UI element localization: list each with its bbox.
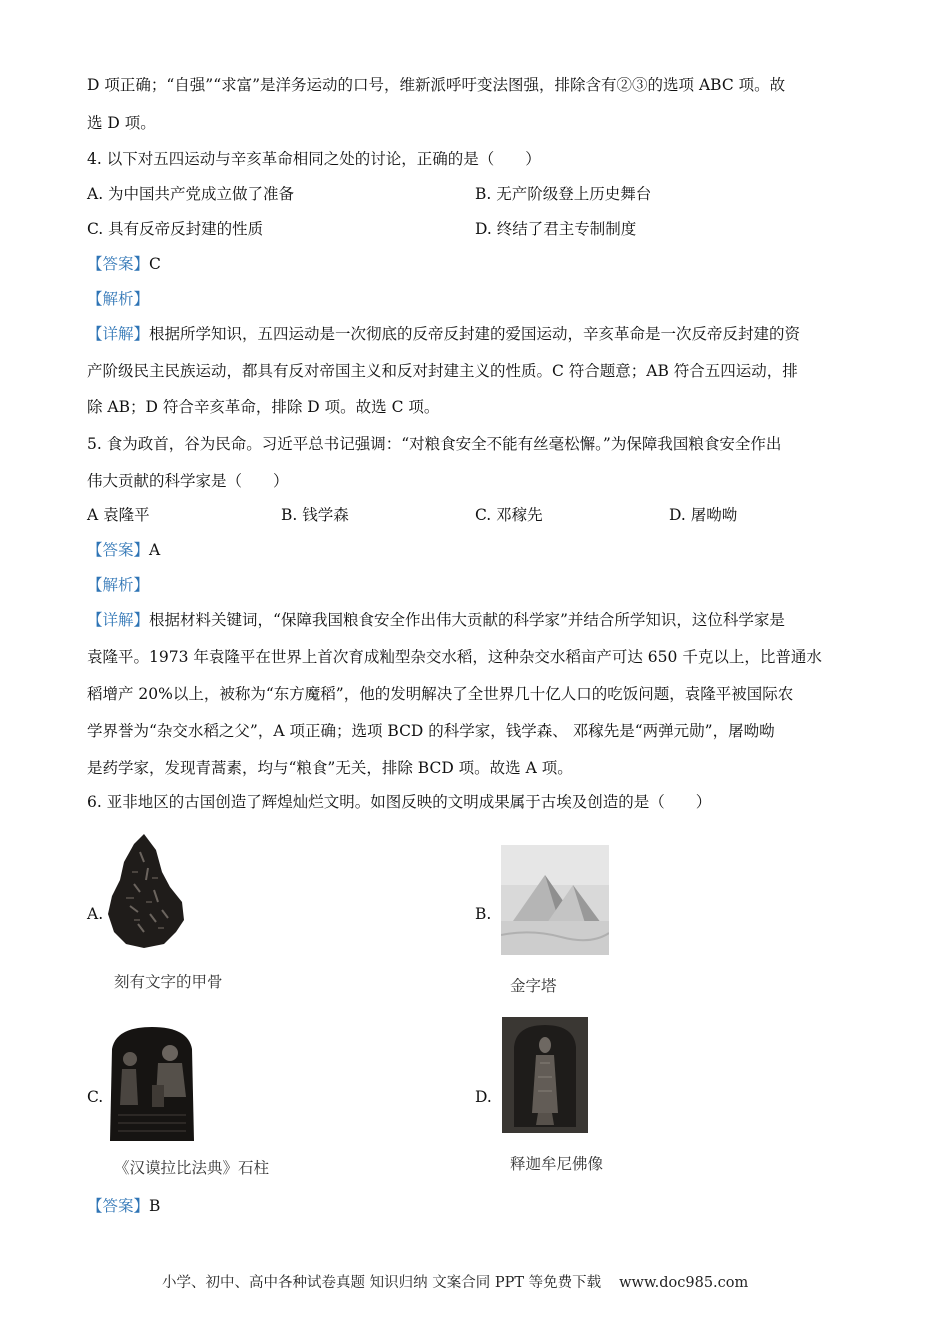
answer-tag: 【答案】 [87,255,150,273]
q5-detail-line-1 [87,613,785,629]
q6-option-b-caption: 金字塔 [510,977,557,995]
pyramid-image [501,845,609,959]
q4-answer [87,257,161,273]
q5-detail-line-4: 学界誉为“杂交水稻之父”，A 项正确；选项 BCD 的科学家，钱学森、 邓稼先是“两弹元勋”，屠呦呦 [87,722,775,740]
page-footer [162,1271,748,1292]
footer-link[interactable]: www.doc985.com [619,1275,749,1291]
answer-value: A [149,541,161,559]
q6-option-c-letter: C. [87,1088,104,1106]
q4-option-b: B. 无产阶级登上历史舞台 [475,185,652,203]
q6-answer [87,1199,160,1215]
q4-detail-line-2: 产阶级民主民族运动，都具有反对帝国主义和反对封建主义的性质。C 符合题意；AB 符合五四运动，排 [87,362,798,380]
q6-option-a-letter: A. [87,905,104,923]
stele-image [108,1025,196,1145]
detail-tag: 【详解】 [87,611,150,629]
q4-detail-line-1 [87,327,800,343]
q5-analysis-tag: 【解析】 [87,576,150,594]
q6-option-a-caption: 刻有文字的甲骨 [114,973,223,991]
footer-text: 小学、初中、高中各种试卷真题 知识归纳 文案合同 PPT 等免费下载 [162,1275,602,1291]
q6-option-b-letter: B. [475,905,492,923]
oracle-bone-image [104,832,186,954]
detail-tag: 【详解】 [87,325,150,343]
q4-stem: 4. 以下对五四运动与辛亥革命相同之处的讨论，正确的是（ ） [87,150,541,168]
q6-option-c-caption: 《汉谟拉比法典》石柱 [114,1159,270,1177]
answer-tag: 【答案】 [87,1197,150,1215]
q5-option-a: A 袁隆平 [87,506,150,524]
intro-line-2: 选 D 项。 [87,114,156,132]
q5-option-d: D. 屠呦呦 [669,506,738,524]
detail-text: 根据材料关键词，“保障我国粮食安全作出伟大贡献的科学家”并结合所学知识，这位科学家是 [149,611,785,629]
intro-line-1: D 项正确；“自强”“求富”是洋务运动的口号，维新派呼吁变法图强，排除含有②③的选项 ABC 项。故 [87,76,786,94]
detail-text: 根据所学知识，五四运动是一次彻底的反帝反封建的爱国运动，辛亥革命是一次反帝反封建的资 [149,325,801,343]
q6-option-d-letter: D. [475,1088,492,1106]
q5-option-c: C. 邓稼先 [475,506,543,524]
q6-stem: 6. 亚非地区的古国创造了辉煌灿烂文明。如图反映的文明成果属于古埃及创造的是（ ） [87,793,712,811]
q5-stem-line-1: 5. 食为政首，谷为民命。习近平总书记强调：“对粮食安全不能有丝毫松懈。”为保障我国粮食安全作出 [87,435,782,453]
answer-value: C [149,255,161,273]
q5-answer [87,543,160,559]
q5-stem-line-2: 伟大贡献的科学家是（ ） [87,472,289,490]
answer-tag: 【答案】 [87,541,150,559]
q4-detail-line-3: 除 AB；D 符合辛亥革命，排除 D 项。故选 C 项。 [87,398,440,416]
q5-option-b: B. 钱学森 [281,506,349,524]
q4-option-a: A. 为中国共产党成立做了准备 [87,185,295,203]
q5-detail-line-3: 稻增产 20%以上，被称为“东方魔稻”，他的发明解决了全世界几十亿人口的吃饭问题，袁隆平被国际农 [87,685,794,703]
q4-analysis-tag: 【解析】 [87,290,150,308]
answer-value: B [149,1197,161,1215]
q4-option-d: D. 终结了君主专制制度 [475,220,637,238]
buddha-statue-image [502,1017,588,1137]
q5-detail-line-5: 是药学家，发现青蒿素，均与“粮食”无关，排除 BCD 项。故选 A 项。 [87,759,573,777]
q4-option-c: C. 具有反帝反封建的性质 [87,220,264,238]
q6-option-d-caption: 释迦牟尼佛像 [510,1155,604,1173]
q5-detail-line-2: 袁隆平。1973 年袁隆平在世界上首次育成籼型杂交水稻，这种杂交水稻亩产可达 650 千克以上，比普通水 [87,648,822,666]
